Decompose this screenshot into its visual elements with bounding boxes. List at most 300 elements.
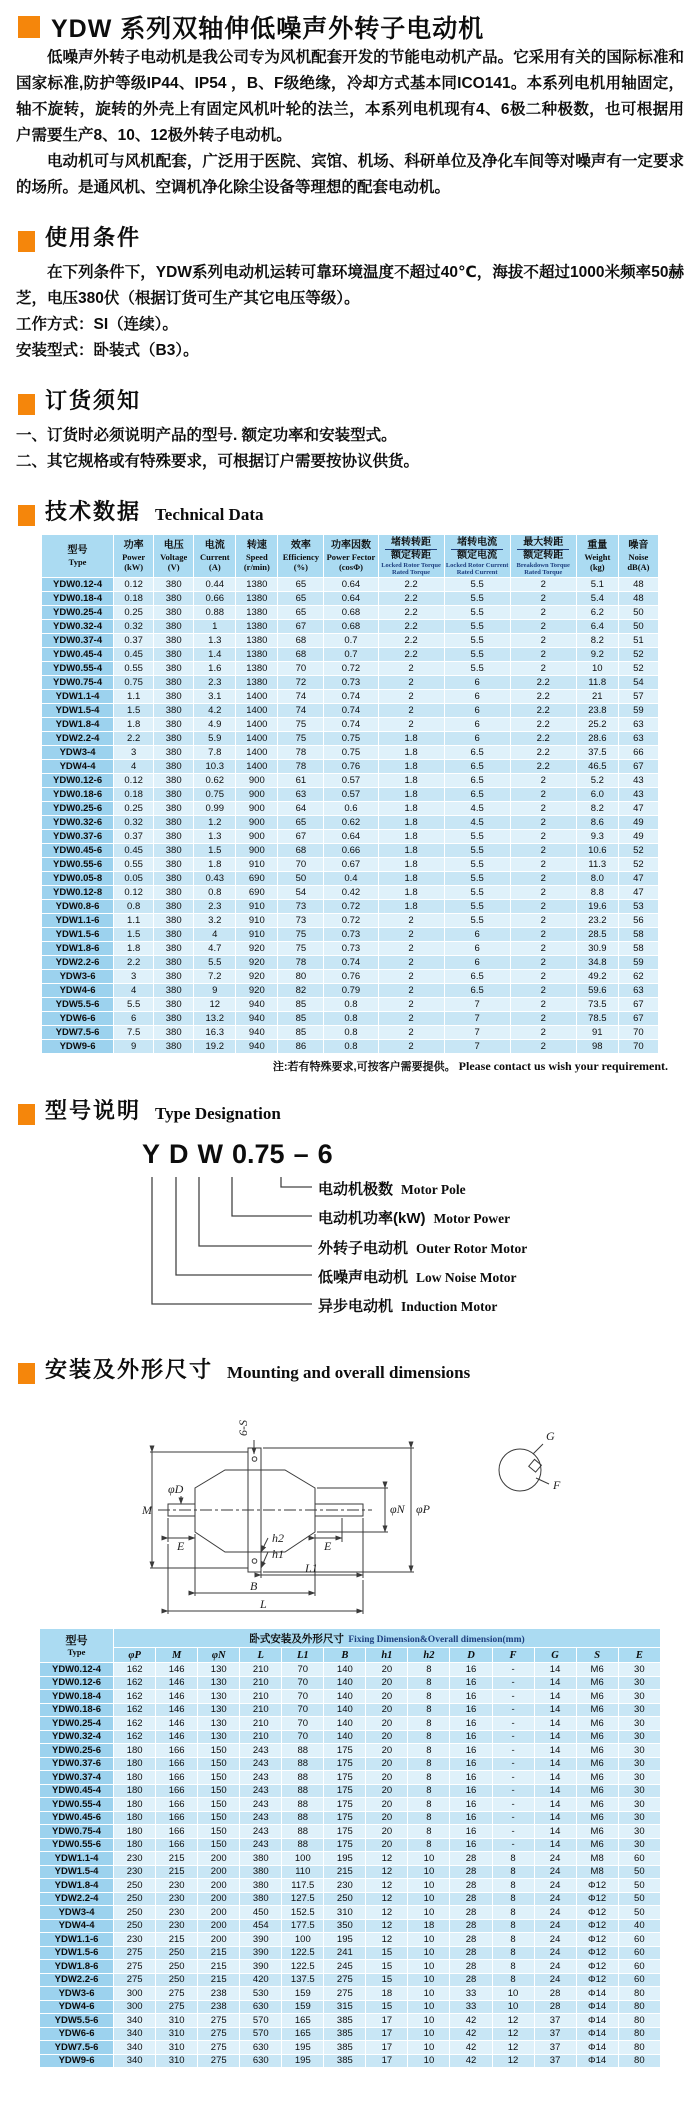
value-cell: 162 bbox=[114, 1690, 156, 1704]
model-cell: YDW0.55-4 bbox=[42, 662, 114, 676]
value-cell: 15 bbox=[366, 1946, 408, 1960]
value-cell: 0.74 bbox=[324, 956, 378, 970]
section-ordering-header bbox=[18, 384, 700, 415]
value-cell: 5.5 bbox=[444, 592, 510, 606]
model-cell: YDW6-6 bbox=[42, 1012, 114, 1026]
table-row bbox=[40, 2041, 661, 2055]
dim-label-f: F bbox=[553, 1478, 561, 1492]
value-cell: 17 bbox=[366, 2027, 408, 2041]
value-cell: 10 bbox=[408, 2041, 450, 2055]
table-row bbox=[40, 1825, 661, 1839]
value-cell: 140 bbox=[324, 1730, 366, 1744]
value-cell: 230 bbox=[156, 1879, 198, 1893]
value-cell: 16 bbox=[450, 1730, 492, 1744]
value-cell: 385 bbox=[324, 2027, 366, 2041]
value-cell: Φ12 bbox=[576, 1906, 618, 1920]
value-cell: 180 bbox=[114, 1784, 156, 1798]
value-cell: 150 bbox=[198, 1798, 240, 1812]
value-cell: 10.6 bbox=[576, 844, 618, 858]
value-cell: 28 bbox=[534, 1987, 576, 2001]
value-cell: 6 bbox=[444, 704, 510, 718]
table-row bbox=[42, 1040, 659, 1054]
value-cell: 910 bbox=[236, 858, 278, 872]
col-type: 型号 Type bbox=[42, 535, 114, 578]
value-cell: 570 bbox=[240, 2014, 282, 2028]
value-cell: 200 bbox=[198, 1879, 240, 1893]
value-cell: 37.5 bbox=[576, 746, 618, 760]
value-cell: 1400 bbox=[236, 732, 278, 746]
value-cell: 24 bbox=[534, 1946, 576, 1960]
value-cell: 250 bbox=[114, 1892, 156, 1906]
value-cell: 195 bbox=[282, 2054, 324, 2068]
value-cell: 210 bbox=[240, 1730, 282, 1744]
value-cell: 75 bbox=[278, 928, 324, 942]
section-usage-title: 使用条件 bbox=[45, 225, 142, 250]
value-cell: 275 bbox=[198, 2054, 240, 2068]
value-cell: 0.12 bbox=[114, 578, 154, 592]
value-cell: 920 bbox=[236, 970, 278, 984]
table-row bbox=[42, 802, 659, 816]
section-tech-title: 技术数据 bbox=[45, 499, 142, 524]
value-cell: 65 bbox=[278, 592, 324, 606]
value-cell: 37 bbox=[534, 2041, 576, 2055]
value-cell: 0.25 bbox=[114, 606, 154, 620]
value-cell: 630 bbox=[240, 2000, 282, 2014]
value-cell: 14 bbox=[534, 1690, 576, 1704]
value-cell: M6 bbox=[576, 1838, 618, 1852]
value-cell: 340 bbox=[114, 2027, 156, 2041]
ordering-item-1: 一、订货时必须说明产品的型号. 额定功率和安装型式。 bbox=[16, 427, 397, 444]
value-cell: 52 bbox=[618, 844, 658, 858]
value-cell: 230 bbox=[156, 1892, 198, 1906]
value-cell: M6 bbox=[576, 1730, 618, 1744]
col-voltage: 电压 Voltage (V) bbox=[154, 535, 194, 578]
value-cell: 380 bbox=[154, 998, 194, 1012]
value-cell: 380 bbox=[154, 718, 194, 732]
value-cell: 14 bbox=[534, 1744, 576, 1758]
value-cell: 8 bbox=[408, 1784, 450, 1798]
value-cell: 16.3 bbox=[194, 1026, 236, 1040]
value-cell: 0.74 bbox=[324, 718, 378, 732]
value-cell: 2 bbox=[510, 942, 576, 956]
value-cell: 63 bbox=[618, 984, 658, 998]
value-cell: 275 bbox=[114, 1973, 156, 1987]
value-cell: 910 bbox=[236, 900, 278, 914]
value-cell: 380 bbox=[154, 606, 194, 620]
value-cell: 12 bbox=[366, 1879, 408, 1893]
value-cell: 380 bbox=[154, 732, 194, 746]
value-cell: 15 bbox=[366, 2000, 408, 2014]
table-row bbox=[42, 648, 659, 662]
intro-paragraph-1: 低噪声外转子电动机是我公司专为风机配套开发的节能电动机产品。它采用有关的国际标准和国家标准,防护等级IP44、IP54 ，B、F级绝缘，冷却方式基本同ICO141。本系列电机用轴固定，轴不旋转，旋转的外壳上有固定风机叶轮的法兰，本系列电机现有4、6极二种极数，也可根据用户需要生产8、10、12极外转子电动机。 bbox=[16, 49, 684, 144]
value-cell: 16 bbox=[450, 1838, 492, 1852]
value-cell: 215 bbox=[198, 1946, 240, 1960]
value-cell: 78 bbox=[278, 760, 324, 774]
column-header: E bbox=[618, 1648, 660, 1663]
value-cell: 2.2 bbox=[378, 648, 444, 662]
value-cell: 122.5 bbox=[282, 1946, 324, 1960]
value-cell: 50 bbox=[618, 1892, 660, 1906]
column-header: B bbox=[324, 1648, 366, 1663]
value-cell: 2 bbox=[378, 984, 444, 998]
designation-item: 低噪声电动机 Low Noise Motor bbox=[318, 1269, 517, 1286]
value-cell: 16 bbox=[450, 1690, 492, 1704]
value-cell: 920 bbox=[236, 942, 278, 956]
value-cell: 10 bbox=[408, 1933, 450, 1947]
value-cell: 24 bbox=[534, 1960, 576, 1974]
value-cell: Φ12 bbox=[576, 1892, 618, 1906]
value-cell: 2 bbox=[378, 662, 444, 676]
value-cell: 28.6 bbox=[576, 732, 618, 746]
value-cell: 1.6 bbox=[194, 662, 236, 676]
value-cell: 2 bbox=[378, 690, 444, 704]
value-cell: 215 bbox=[324, 1865, 366, 1879]
value-cell: 380 bbox=[154, 816, 194, 830]
table-row bbox=[40, 1663, 661, 1677]
value-cell: 6 bbox=[444, 942, 510, 956]
value-cell: 146 bbox=[156, 1690, 198, 1704]
value-cell: 2 bbox=[510, 578, 576, 592]
value-cell: 65 bbox=[278, 816, 324, 830]
table-row bbox=[40, 1757, 661, 1771]
value-cell: 24 bbox=[534, 1879, 576, 1893]
model-cell: YDW2.2-4 bbox=[42, 732, 114, 746]
value-cell: 47 bbox=[618, 802, 658, 816]
value-cell: 0.72 bbox=[324, 914, 378, 928]
dim-label-m: M bbox=[142, 1503, 152, 1517]
value-cell: 16 bbox=[450, 1676, 492, 1690]
value-cell: 20 bbox=[366, 1690, 408, 1704]
value-cell: 37 bbox=[534, 2054, 576, 2068]
value-cell: 20 bbox=[366, 1663, 408, 1677]
value-cell: 0.66 bbox=[324, 844, 378, 858]
value-cell: 2.2 bbox=[378, 634, 444, 648]
model-cell: YDW0.18-6 bbox=[40, 1703, 114, 1717]
value-cell: 28 bbox=[450, 1865, 492, 1879]
value-cell: 159 bbox=[282, 2000, 324, 2014]
value-cell: 8 bbox=[408, 1798, 450, 1812]
value-cell: 380 bbox=[154, 760, 194, 774]
value-cell: 88 bbox=[282, 1811, 324, 1825]
table-row bbox=[42, 760, 659, 774]
value-cell: 2.2 bbox=[114, 732, 154, 746]
value-cell: - bbox=[492, 1690, 534, 1704]
value-cell: 275 bbox=[156, 1987, 198, 2001]
value-cell: 380 bbox=[240, 1852, 282, 1866]
value-cell: 70 bbox=[282, 1717, 324, 1731]
value-cell: 0.57 bbox=[324, 774, 378, 788]
value-cell: 940 bbox=[236, 1026, 278, 1040]
value-cell: 1.8 bbox=[378, 830, 444, 844]
technical-data-table bbox=[41, 534, 659, 1054]
value-cell: 67 bbox=[278, 830, 324, 844]
value-cell: 30 bbox=[618, 1784, 660, 1798]
value-cell: 385 bbox=[324, 2014, 366, 2028]
value-cell: 17 bbox=[366, 2014, 408, 2028]
value-cell: 0.73 bbox=[324, 676, 378, 690]
value-cell: Φ14 bbox=[576, 2014, 618, 2028]
value-cell: 130 bbox=[198, 1703, 240, 1717]
value-cell: 12 bbox=[366, 1852, 408, 1866]
value-cell: 78.5 bbox=[576, 1012, 618, 1026]
value-cell: 7 bbox=[444, 998, 510, 1012]
value-cell: 1380 bbox=[236, 606, 278, 620]
value-cell: 5.5 bbox=[194, 956, 236, 970]
value-cell: 6.2 bbox=[576, 606, 618, 620]
value-cell: 19.2 bbox=[194, 1040, 236, 1054]
value-cell: 0.7 bbox=[324, 634, 378, 648]
column-header: φP bbox=[114, 1648, 156, 1663]
value-cell: 68 bbox=[278, 648, 324, 662]
value-cell: 166 bbox=[156, 1757, 198, 1771]
value-cell: 238 bbox=[198, 1987, 240, 2001]
value-cell: 165 bbox=[282, 2027, 324, 2041]
value-cell: 14 bbox=[534, 1771, 576, 1785]
value-cell: 2 bbox=[510, 662, 576, 676]
value-cell: 1400 bbox=[236, 718, 278, 732]
value-cell: 250 bbox=[156, 1960, 198, 1974]
value-cell: - bbox=[492, 1798, 534, 1812]
model-cell: YDW1.1-4 bbox=[42, 690, 114, 704]
value-cell: 2 bbox=[510, 900, 576, 914]
value-cell: 146 bbox=[156, 1663, 198, 1677]
value-cell: 380 bbox=[154, 844, 194, 858]
value-cell: 9 bbox=[114, 1040, 154, 1054]
value-cell: 68 bbox=[278, 844, 324, 858]
value-cell: 8 bbox=[492, 1919, 534, 1933]
value-cell: 7 bbox=[444, 1012, 510, 1026]
value-cell: M6 bbox=[576, 1784, 618, 1798]
value-cell: 10 bbox=[408, 1906, 450, 1920]
value-cell: 275 bbox=[156, 2000, 198, 2014]
value-cell: 180 bbox=[114, 1825, 156, 1839]
value-cell: 2 bbox=[510, 1012, 576, 1026]
table-row bbox=[42, 662, 659, 676]
value-cell: 180 bbox=[114, 1771, 156, 1785]
value-cell: 2 bbox=[510, 886, 576, 900]
value-cell: 243 bbox=[240, 1798, 282, 1812]
value-cell: 940 bbox=[236, 1040, 278, 1054]
value-cell: 241 bbox=[324, 1946, 366, 1960]
value-cell: 28 bbox=[450, 1973, 492, 1987]
value-cell: 127.5 bbox=[282, 1892, 324, 1906]
value-cell: 16 bbox=[450, 1798, 492, 1812]
model-cell: YDW5.5-6 bbox=[40, 2014, 114, 2028]
value-cell: 1.8 bbox=[378, 746, 444, 760]
model-cell: YDW0.18-4 bbox=[42, 592, 114, 606]
value-cell: 1 bbox=[194, 620, 236, 634]
value-cell: 4.5 bbox=[444, 802, 510, 816]
value-cell: 2.2 bbox=[510, 704, 576, 718]
value-cell: 18 bbox=[366, 1987, 408, 2001]
value-cell: 5.5 bbox=[444, 858, 510, 872]
value-cell: 165 bbox=[282, 2014, 324, 2028]
value-cell: 16 bbox=[450, 1757, 492, 1771]
value-cell: 12 bbox=[492, 2014, 534, 2028]
value-cell: 146 bbox=[156, 1730, 198, 1744]
value-cell: 0.8 bbox=[194, 886, 236, 900]
value-cell: 275 bbox=[198, 2027, 240, 2041]
tech-header-row bbox=[42, 535, 659, 578]
value-cell: 215 bbox=[156, 1852, 198, 1866]
col-weight: 重量 Weight (kg) bbox=[576, 535, 618, 578]
value-cell: 0.7 bbox=[324, 648, 378, 662]
column-header: F bbox=[492, 1648, 534, 1663]
value-cell: 1380 bbox=[236, 634, 278, 648]
designation-item: 异步电动机 Induction Motor bbox=[318, 1298, 498, 1315]
value-cell: 250 bbox=[114, 1879, 156, 1893]
value-cell: 380 bbox=[154, 956, 194, 970]
value-cell: 450 bbox=[240, 1906, 282, 1920]
dim-label-h2: h2 bbox=[272, 1531, 284, 1545]
value-cell: 1.8 bbox=[378, 732, 444, 746]
col-locked-current: 堵转电流 额定电流 Locked Rotor Current Rated Current bbox=[445, 536, 509, 576]
value-cell: 1380 bbox=[236, 648, 278, 662]
value-cell: 10 bbox=[408, 1973, 450, 1987]
value-cell: 1.2 bbox=[194, 816, 236, 830]
value-cell: 5.2 bbox=[576, 774, 618, 788]
value-cell: 2 bbox=[378, 1040, 444, 1054]
value-cell: 60 bbox=[618, 1960, 660, 1974]
column-header: G bbox=[534, 1648, 576, 1663]
value-cell: 20 bbox=[366, 1717, 408, 1731]
value-cell: 88 bbox=[282, 1757, 324, 1771]
value-cell: 3 bbox=[114, 746, 154, 760]
value-cell: 180 bbox=[114, 1798, 156, 1812]
value-cell: 195 bbox=[282, 2041, 324, 2055]
value-cell: 238 bbox=[198, 2000, 240, 2014]
value-cell: 200 bbox=[198, 1919, 240, 1933]
value-cell: 28 bbox=[450, 1946, 492, 1960]
value-cell: 0.55 bbox=[114, 858, 154, 872]
value-cell: 175 bbox=[324, 1838, 366, 1852]
value-cell: 130 bbox=[198, 1676, 240, 1690]
value-cell: 2.3 bbox=[194, 676, 236, 690]
section-mounting-title-en: Mounting and overall dimensions bbox=[227, 1363, 471, 1382]
value-cell: 24 bbox=[534, 1892, 576, 1906]
value-cell: 166 bbox=[156, 1744, 198, 1758]
value-cell: 4.5 bbox=[444, 816, 510, 830]
model-cell: YDW3-4 bbox=[40, 1906, 114, 1920]
value-cell: 14 bbox=[534, 1676, 576, 1690]
value-cell: 100 bbox=[282, 1852, 324, 1866]
value-cell: 17 bbox=[366, 2054, 408, 2068]
value-cell: 53 bbox=[618, 900, 658, 914]
value-cell: 2 bbox=[378, 914, 444, 928]
value-cell: 98 bbox=[576, 1040, 618, 1054]
value-cell: 6.0 bbox=[576, 788, 618, 802]
table-row bbox=[40, 2054, 661, 2068]
value-cell: 117.5 bbox=[282, 1879, 324, 1893]
value-cell: 2 bbox=[378, 998, 444, 1012]
value-cell: 21 bbox=[576, 690, 618, 704]
value-cell: 14 bbox=[534, 1703, 576, 1717]
table-row bbox=[42, 998, 659, 1012]
value-cell: 16 bbox=[450, 1663, 492, 1677]
value-cell: 14 bbox=[534, 1663, 576, 1677]
value-cell: 0.8 bbox=[324, 1026, 378, 1040]
value-cell: 1.8 bbox=[378, 802, 444, 816]
value-cell: 380 bbox=[154, 788, 194, 802]
value-cell: 1.1 bbox=[114, 914, 154, 928]
value-cell: 130 bbox=[198, 1717, 240, 1731]
value-cell: 70 bbox=[282, 1730, 324, 1744]
value-cell: 14 bbox=[534, 1784, 576, 1798]
value-cell: 1.8 bbox=[378, 760, 444, 774]
value-cell: 28.5 bbox=[576, 928, 618, 942]
value-cell: - bbox=[492, 1676, 534, 1690]
value-cell: 2 bbox=[510, 606, 576, 620]
value-cell: 28 bbox=[450, 1879, 492, 1893]
value-cell: 380 bbox=[240, 1865, 282, 1879]
value-cell: 275 bbox=[324, 1987, 366, 2001]
value-cell: Φ12 bbox=[576, 1879, 618, 1893]
value-cell: 0.76 bbox=[324, 760, 378, 774]
value-cell: 14 bbox=[534, 1757, 576, 1771]
value-cell: 166 bbox=[156, 1825, 198, 1839]
value-cell: 1.5 bbox=[194, 844, 236, 858]
value-cell: Φ14 bbox=[576, 2027, 618, 2041]
model-cell: YDW0.55-6 bbox=[42, 858, 114, 872]
table-row bbox=[42, 858, 659, 872]
model-cell: YDW0.25-6 bbox=[42, 802, 114, 816]
value-cell: 56 bbox=[618, 914, 658, 928]
table-row bbox=[40, 1906, 661, 1920]
value-cell: 150 bbox=[198, 1825, 240, 1839]
table-row bbox=[40, 1892, 661, 1906]
value-cell: 85 bbox=[278, 1012, 324, 1026]
value-cell: 0.8 bbox=[324, 998, 378, 1012]
value-cell: 17 bbox=[366, 2041, 408, 2055]
value-cell: 200 bbox=[198, 1906, 240, 1920]
value-cell: 140 bbox=[324, 1690, 366, 1704]
value-cell: 150 bbox=[198, 1744, 240, 1758]
value-cell: 177.5 bbox=[282, 1919, 324, 1933]
value-cell: 49.2 bbox=[576, 970, 618, 984]
value-cell: 0.37 bbox=[114, 830, 154, 844]
value-cell: 6.5 bbox=[444, 788, 510, 802]
table-row bbox=[40, 1879, 661, 1893]
value-cell: 420 bbox=[240, 1973, 282, 1987]
value-cell: 12 bbox=[194, 998, 236, 1012]
value-cell: 1.1 bbox=[114, 690, 154, 704]
dim-col-type: 型号 Type bbox=[40, 1629, 114, 1663]
value-cell: 80 bbox=[618, 2054, 660, 2068]
value-cell: Φ12 bbox=[576, 1946, 618, 1960]
column-header: M bbox=[156, 1648, 198, 1663]
value-cell: 230 bbox=[324, 1879, 366, 1893]
value-cell: 530 bbox=[240, 1987, 282, 2001]
model-cell: YDW0.75-4 bbox=[42, 676, 114, 690]
value-cell: 70 bbox=[278, 858, 324, 872]
value-cell: 1.8 bbox=[378, 858, 444, 872]
value-cell: 18 bbox=[408, 1919, 450, 1933]
value-cell: 380 bbox=[154, 858, 194, 872]
value-cell: 88 bbox=[282, 1825, 324, 1839]
value-cell: 37 bbox=[534, 2027, 576, 2041]
value-cell: 4.2 bbox=[194, 704, 236, 718]
value-cell: 4.7 bbox=[194, 942, 236, 956]
value-cell: 150 bbox=[198, 1838, 240, 1852]
value-cell: 88 bbox=[282, 1771, 324, 1785]
model-cell: YDW0.25-4 bbox=[42, 606, 114, 620]
table-row bbox=[40, 2027, 661, 2041]
table-row bbox=[42, 788, 659, 802]
value-cell: 200 bbox=[198, 1865, 240, 1879]
section-mounting-header bbox=[18, 1353, 700, 1384]
value-cell: - bbox=[492, 1838, 534, 1852]
value-cell: 150 bbox=[198, 1784, 240, 1798]
